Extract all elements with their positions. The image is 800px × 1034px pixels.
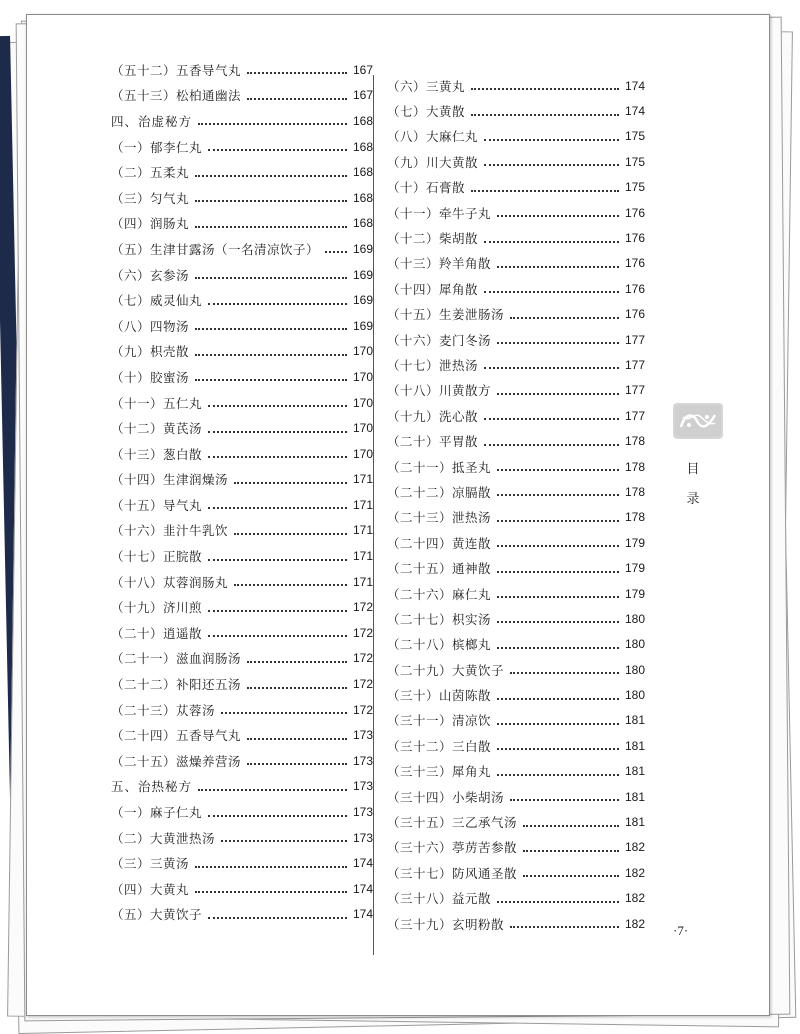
toc-entry-page-number: 175 [624,180,645,195]
toc-entry-page-number: 169 [352,241,373,256]
toc-entry [387,682,645,707]
dot-leader [195,353,347,356]
toc-entry [387,200,645,225]
toc-entry-title: （五）生津甘露汤（一名清凉饮子） [111,241,320,257]
toc-entry [387,759,645,784]
toc-entry-title: （十四）犀角散 [387,281,479,297]
dot-leader [247,660,347,663]
toc-entry-title: （二十一）滋血润肠汤 [111,651,242,667]
dot-leader [208,302,347,305]
toc-entry-page-number: 169 [352,267,373,282]
toc-entry [387,378,645,403]
dot-leader [510,671,619,674]
toc-entry-page-number: 177 [624,383,645,398]
toc-entry [387,835,645,860]
toc-entry-page-number: 175 [624,154,645,169]
toc-page [26,14,770,1016]
toc-entry-title: （十）胶蜜汤 [111,369,190,385]
toc-entry-title: （十八）苁蓉润肠丸 [111,574,229,590]
toc-entry [387,352,645,377]
toc-entry-title: （十六）麦门冬汤 [387,332,492,348]
toc-entry [111,57,373,83]
toc-entry [111,850,373,876]
toc-entry-page-number: 182 [624,916,645,931]
dot-leader [208,506,347,509]
dot-leader [484,290,619,293]
toc-entry-page-number: 167 [352,62,373,77]
toc-entry-title: （二十八）槟榔丸 [387,637,492,653]
dot-leader [247,97,347,100]
toc-entry-page-number: 172 [352,677,373,692]
toc-entry [111,185,373,211]
toc-entry-title: （十九）济川煎 [111,600,203,616]
toc-entry-title: （二十九）大黄饮子 [387,662,505,678]
toc-entry [111,518,373,544]
dot-leader [471,113,619,116]
toc-entry-page-number: 177 [624,332,645,347]
toc-entry-page-number: 170 [352,395,373,410]
toc-entry [111,339,373,365]
dot-leader [247,762,347,765]
toc-entry-title: （十一）牵牛子丸 [387,205,492,221]
toc-entry-title: （二）五柔丸 [111,165,190,181]
toc-entry [387,149,645,174]
toc-entry [111,390,373,416]
dot-leader [484,417,619,420]
toc-entry [111,569,373,595]
toc-entry-title: （三十八）益元散 [387,891,492,907]
toc-entry-title: （三十七）防风通圣散 [387,865,518,881]
toc-entry-title: （九）枳壳散 [111,344,190,360]
toc-entry [111,492,373,518]
toc-entry-page-number: 173 [352,779,373,794]
toc-entry [111,108,373,134]
toc-entry [387,403,645,428]
toc-entry [387,124,645,149]
toc-entry-title: （二十二）凉膈散 [387,484,492,500]
toc-entry-title: （三十三）犀角丸 [387,764,492,780]
toc-entry [111,467,373,493]
dot-leader [523,874,619,877]
toc-entry [111,902,373,928]
toc-entry [111,748,373,774]
toc-entry-page-number: 168 [352,113,373,128]
toc-entry-title: （十九）洗心散 [387,408,479,424]
toc-entry [387,428,645,453]
dot-leader [208,558,347,561]
dot-leader [195,276,347,279]
toc-entry-title: （五十二）五香导气丸 [111,62,242,78]
dot-leader [484,366,619,369]
toc-entry-page-number: 173 [352,753,373,768]
toc-entry [111,159,373,185]
dot-leader [497,697,619,700]
toc-entry-page-number: 180 [624,662,645,677]
toc-entry-page-number: 179 [624,586,645,601]
toc-entry-page-number: 171 [352,523,373,538]
toc-entry-title: （三十）山茵陈散 [387,688,492,704]
column-divider [373,75,374,955]
dot-leader [497,722,619,725]
dot-leader [497,341,619,344]
toc-entry-title: （二十三）泄热汤 [387,510,492,526]
dot-leader [510,316,619,319]
toc-entry [111,313,373,339]
toc-entry-title: （三）匀气丸 [111,190,190,206]
toc-entry-page-number: 178 [624,484,645,499]
toc-entry [387,302,645,327]
dot-leader [471,189,619,192]
dot-leader [497,595,619,598]
dot-leader [497,773,619,776]
toc-entry-page-number: 170 [352,369,373,384]
toc-entry-page-number: 176 [624,231,645,246]
section-title-vertical [681,455,705,515]
toc-entry-page-number: 168 [352,216,373,231]
toc-entry-page-number: 182 [624,891,645,906]
toc-entry-page-number: 172 [352,600,373,615]
dot-leader [471,87,619,90]
toc-entry-page-number: 173 [352,805,373,820]
toc-entry [387,733,645,758]
toc-entry-title: （十四）生津润燥汤 [111,472,229,488]
toc-entry-page-number: 178 [624,434,645,449]
dot-leader [208,404,347,407]
toc-entry [111,646,373,672]
toc-entry-page-number: 172 [352,702,373,717]
toc-right-column [387,73,645,936]
toc-entry [387,860,645,885]
dot-leader [247,737,347,740]
dot-leader [497,214,619,217]
toc-entry-title: （七）大黄散 [387,104,466,120]
toc-entry [111,83,373,109]
dot-leader [195,327,347,330]
toc-entry-page-number: 175 [624,129,645,144]
toc-entry [111,671,373,697]
toc-entry [387,276,645,301]
toc-entry-page-number: 169 [352,318,373,333]
toc-entry [387,175,645,200]
toc-entry-page-number: 182 [624,840,645,855]
toc-entry-page-number: 170 [352,446,373,461]
toc-entry-title: （八）四物汤 [111,318,190,334]
toc-entry-title: （九）川大黄散 [387,154,479,170]
toc-entry-title: （二十七）枳实汤 [387,611,492,627]
toc-entry-page-number: 180 [624,688,645,703]
toc-entry-title: （三十二）三白散 [387,738,492,754]
toc-entry-page-number: 167 [352,88,373,103]
toc-entry-page-number: 176 [624,307,645,322]
toc-entry [111,134,373,160]
toc-entry [111,287,373,313]
toc-entry-page-number: 179 [624,561,645,576]
dot-leader [234,583,347,586]
toc-entry-title: （三十六）葶苈苦参散 [387,840,518,856]
toc-entry-page-number: 174 [624,104,645,119]
toc-entry-title: （二十）平胃散 [387,434,479,450]
dot-leader [484,163,619,166]
toc-entry-title: 四、治虚秘方 [111,113,193,129]
toc-left-column [111,57,373,927]
toc-entry-title: （一）郁李仁丸 [111,139,203,155]
dot-leader [221,711,347,714]
toc-entry-title: （三）三黄汤 [111,856,190,872]
toc-entry-page-number: 171 [352,472,373,487]
toc-entry [387,809,645,834]
toc-entry-title: 五、治热秘方 [111,779,193,795]
dot-leader [195,225,347,228]
toc-entry [111,236,373,262]
toc-entry-title: （十）石膏散 [387,180,466,196]
toc-entry-title: （二）大黄泄热汤 [111,830,216,846]
toc-entry-page-number: 171 [352,574,373,589]
toc-entry [387,327,645,352]
toc-entry-page-number: 179 [624,535,645,550]
toc-entry-page-number: 168 [352,139,373,154]
dot-leader [497,570,619,573]
toc-entry-title: （十五）导气丸 [111,497,203,513]
dot-leader [195,865,347,868]
dot-leader [484,443,619,446]
toc-entry-title: （六）玄参汤 [111,267,190,283]
toc-entry-title: （十三）羚羊角散 [387,256,492,272]
dot-leader [195,378,347,381]
dot-leader [497,544,619,547]
toc-entry [111,211,373,237]
toc-entry-title: （十二）黄芪汤 [111,421,203,437]
toc-entry-page-number: 173 [352,830,373,845]
toc-entry [111,876,373,902]
dot-leader [510,798,619,801]
toc-entry [111,799,373,825]
toc-entry [111,620,373,646]
toc-entry-title: （十一）五仁丸 [111,395,203,411]
toc-entry-page-number: 181 [624,789,645,804]
toc-entry-page-number: 181 [624,713,645,728]
toc-entry-page-number: 181 [624,764,645,779]
dot-leader [523,849,619,852]
dot-leader [497,392,619,395]
toc-entry [387,632,645,657]
dot-leader [195,890,347,893]
dot-leader [497,519,619,522]
toc-entry-title: （二十五）通神散 [387,561,492,577]
dot-leader [497,620,619,623]
toc-entry-page-number: 176 [624,281,645,296]
toc-entry [387,98,645,123]
toc-entry [387,606,645,631]
toc-entry-page-number: 177 [624,408,645,423]
dot-leader [198,122,347,125]
dot-leader [208,148,347,151]
toc-entry [387,657,645,682]
page-number: ·7· [673,923,689,938]
toc-entry-title: （十三）葱白散 [111,446,203,462]
toc-entry-title: （四）润肠丸 [111,216,190,232]
toc-entry-page-number: 181 [624,738,645,753]
toc-entry-title: （二十三）苁蓉汤 [111,702,216,718]
dot-leader [497,493,619,496]
toc-entry-page-number: 176 [624,256,645,271]
dot-leader [208,634,347,637]
dot-leader [497,900,619,903]
dot-leader [484,240,619,243]
dot-leader [208,609,347,612]
toc-entry [387,555,645,580]
dot-leader [234,481,347,484]
toc-entry-title: （十七）正脘散 [111,549,203,565]
toc-entry [387,73,645,98]
toc-entry-title: （二十一）抵圣丸 [387,459,492,475]
dot-leader [208,916,347,919]
toc-entry-page-number: 178 [624,459,645,474]
dot-leader [497,646,619,649]
toc-entry-page-number: 171 [352,549,373,564]
toc-entry [111,697,373,723]
toc-entry-title: （十六）韭汁牛乳饮 [111,523,229,539]
toc-entry [387,886,645,911]
toc-entry [111,543,373,569]
dot-leader [510,925,619,928]
dot-leader [198,788,347,791]
section-title-char-1: 目 [686,462,700,477]
toc-entry [111,825,373,851]
toc-entry-title: （十五）生姜泄肠汤 [387,307,505,323]
toc-entry-page-number: 169 [352,293,373,308]
toc-entry-page-number: 181 [624,815,645,830]
dot-leader [208,814,347,817]
toc-entry-page-number: 172 [352,651,373,666]
toc-entry [387,784,645,809]
toc-entry-page-number: 178 [624,510,645,525]
toc-entry [387,251,645,276]
toc-entry-title: （五）大黄饮子 [111,907,203,923]
dot-leader [234,532,347,535]
toc-entry [111,364,373,390]
toc-entry-page-number: 168 [352,165,373,180]
toc-entry [387,911,645,936]
dot-leader [497,265,619,268]
toc-entry [387,581,645,606]
toc-entry-title: （二十）逍遥散 [111,625,203,641]
toc-entry-title: （二十二）补阳还五汤 [111,677,242,693]
toc-entry [111,415,373,441]
toc-entry [387,225,645,250]
dot-leader [484,138,619,141]
toc-entry-page-number: 174 [352,856,373,871]
toc-entry-page-number: 182 [624,865,645,880]
decorative-emblem-icon [673,403,723,439]
toc-entry-page-number: 171 [352,497,373,512]
section-title-char-2: 录 [686,492,700,507]
dot-leader [247,686,347,689]
toc-entry-title: （五十三）松柏通幽法 [111,88,242,104]
toc-entry-title: （二十四）黄连散 [387,535,492,551]
toc-entry-page-number: 174 [624,78,645,93]
toc-entry-title: （四）大黄丸 [111,881,190,897]
toc-entry-page-number: 174 [352,881,373,896]
toc-entry [111,594,373,620]
dot-leader [497,468,619,471]
dot-leader [247,71,347,74]
toc-entry-title: （二十六）麻仁丸 [387,586,492,602]
toc-entry-title: （三十五）三乙承气汤 [387,815,518,831]
toc-entry-title: （二十五）滋燥养营汤 [111,753,242,769]
toc-entry-title: （六）三黄丸 [387,78,466,94]
dot-leader [221,839,347,842]
toc-entry-title: （七）威灵仙丸 [111,293,203,309]
toc-entry [387,530,645,555]
dot-leader [497,747,619,750]
dot-leader [523,824,619,827]
toc-entry-page-number: 180 [624,611,645,626]
toc-entry-page-number: 173 [352,728,373,743]
toc-entry [111,441,373,467]
dot-leader [195,174,347,177]
dot-leader [325,250,347,253]
toc-entry [111,722,373,748]
toc-entry-page-number: 174 [352,907,373,922]
toc-entry [387,505,645,530]
toc-entry-title: （三十四）小柴胡汤 [387,789,505,805]
toc-entry-title: （十八）川黄散方 [387,383,492,399]
toc-entry-title: （八）大麻仁丸 [387,129,479,145]
toc-entry [111,774,373,800]
toc-entry [387,708,645,733]
toc-entry-page-number: 170 [352,421,373,436]
toc-entry [387,479,645,504]
toc-entry-title: （三十一）清凉饮 [387,713,492,729]
toc-entry-title: （一）麻子仁丸 [111,805,203,821]
dot-leader [208,455,347,458]
toc-entry [387,454,645,479]
toc-entry-page-number: 176 [624,205,645,220]
toc-entry-title: （二十四）五香导气丸 [111,728,242,744]
toc-entry-page-number: 172 [352,625,373,640]
toc-entry-page-number: 180 [624,637,645,652]
dot-leader [208,430,347,433]
toc-entry [111,262,373,288]
toc-entry-page-number: 170 [352,344,373,359]
toc-entry-page-number: 177 [624,357,645,372]
toc-entry-page-number: 168 [352,190,373,205]
toc-entry-title: （三十九）玄明粉散 [387,916,505,932]
dot-leader [195,199,347,202]
toc-entry-title: （十七）泄热汤 [387,357,479,373]
toc-entry-title: （十二）柴胡散 [387,231,479,247]
